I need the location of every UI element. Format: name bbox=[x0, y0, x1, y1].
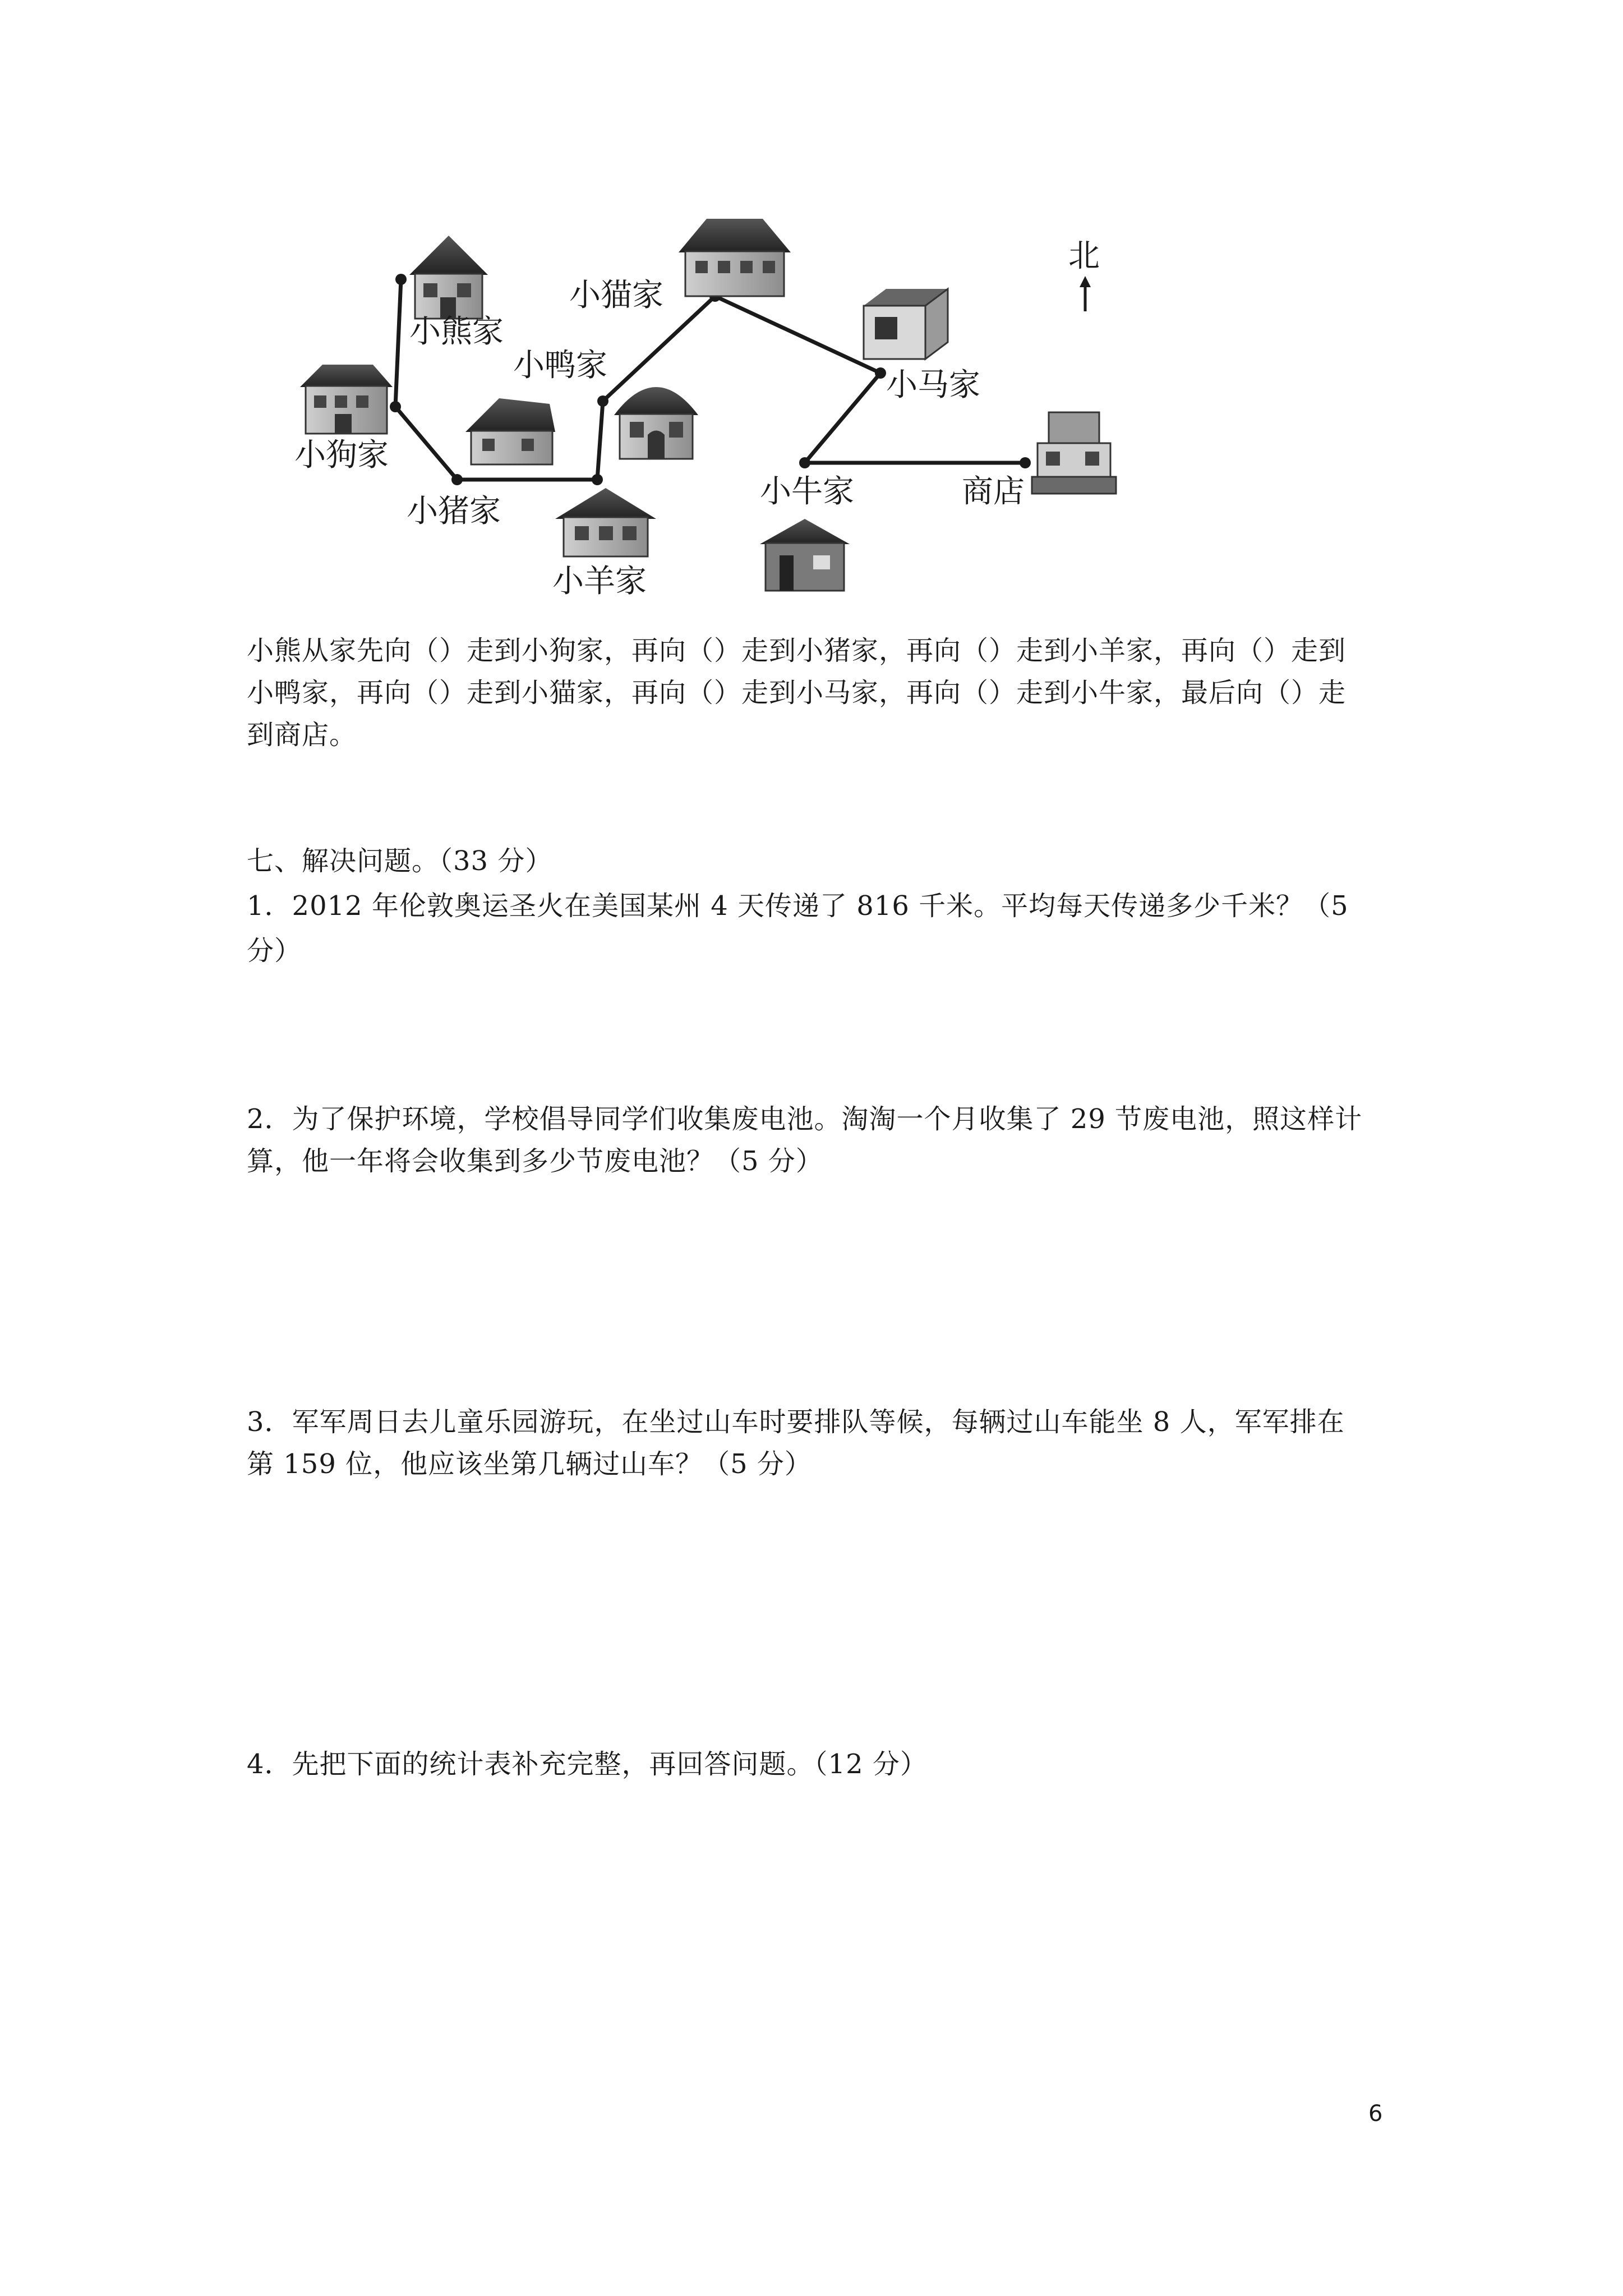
label-sheep: 小羊家 bbox=[552, 563, 647, 600]
fill-question-line1: 小熊从家先向（）走到小狗家，再向（）走到小猪家，再向（）走到小羊家，再向（）走到 bbox=[247, 635, 1347, 666]
label-shop: 商店 bbox=[962, 473, 1025, 510]
cow-house-icon bbox=[760, 519, 850, 591]
pig-house-icon bbox=[465, 398, 555, 464]
fill-question-line2: 小鸭家，再向（）走到小猫家，再向（）走到小马家，再向（）走到小牛家，最后向（）走 bbox=[247, 677, 1347, 708]
question-2-line1: 2．为了保护环境，学校倡导同学们收集废电池。淘淘一个月收集了 29 节废电池，照这样计 bbox=[247, 1103, 1363, 1135]
page-number: 6 bbox=[1368, 2101, 1383, 2127]
duck-house-icon bbox=[614, 387, 698, 459]
direction-map bbox=[0, 0, 1623, 617]
shop-icon bbox=[1032, 412, 1116, 494]
question-3-line2: 第 159 位，他应该坐第几辆过山车？（5 分） bbox=[247, 1448, 812, 1480]
horse-house-icon bbox=[864, 289, 948, 359]
label-pig: 小猪家 bbox=[407, 493, 501, 530]
question-4: 4．先把下面的统计表补充完整，再回答问题。（12 分） bbox=[247, 1749, 928, 1780]
section-title: 七、解决问题。（33 分） bbox=[247, 845, 553, 877]
sheep-house-icon bbox=[555, 488, 656, 556]
label-dog: 小狗家 bbox=[294, 437, 389, 473]
label-duck: 小鸭家 bbox=[513, 347, 607, 384]
question-3-line1: 3．军军周日去儿童乐园游玩，在坐过山车时要排队等候，每辆过山车能坐 8 人，军军排在 bbox=[247, 1406, 1345, 1438]
dog-house-icon bbox=[300, 365, 393, 434]
question-1: 1．2012 年伦敦奥运圣火在美国某州 4 天传递了 816 千米。平均每天传递多少千米？（5 分） bbox=[247, 890, 1349, 967]
north-arrow-icon bbox=[1080, 276, 1091, 311]
north-label: 北 bbox=[1068, 238, 1100, 274]
fill-question-line3: 到商店。 bbox=[247, 719, 357, 751]
label-horse: 小马家 bbox=[886, 367, 980, 403]
bear-house-icon bbox=[409, 236, 488, 319]
question-2-line2: 算，他一年将会收集到多少节废电池？（5 分） bbox=[247, 1145, 823, 1177]
cat-house-icon bbox=[679, 219, 791, 296]
label-cat: 小猫家 bbox=[569, 277, 663, 314]
label-bear: 小熊家 bbox=[409, 314, 504, 350]
label-cow: 小牛家 bbox=[760, 473, 854, 510]
